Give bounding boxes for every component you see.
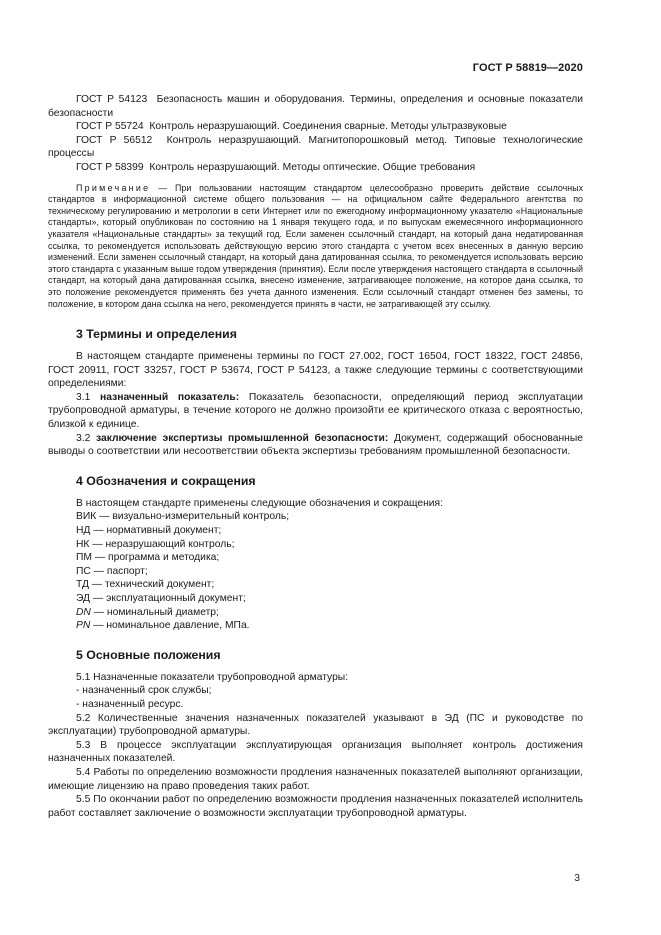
abbreviation-item — [48, 524, 583, 538]
abbreviation-item — [48, 592, 583, 606]
abbreviation-item — [48, 606, 583, 620]
reference-title: Контроль неразрушающий. Магнитопорошковый метод. Типовые технологические процессы — [48, 134, 583, 160]
note-label: Примечание — [76, 182, 151, 193]
section-4-heading: 4 Обозначения и сокращения — [76, 473, 256, 488]
abbreviation-item — [48, 565, 583, 579]
reference-code: ГОСТ Р 55724 — [76, 121, 144, 133]
reference-item — [48, 161, 583, 175]
section-3-intro: В настоящем стандарте применены термины по ГОСТ 27.002, ГОСТ 16504, ГОСТ 18322, ГОСТ 24856, ГОСТ 20911, ГОСТ 33257, ГОСТ Р 53674, ГОСТ Р 54123, а также следующие термины с соответствующими определениями: — [48, 351, 583, 390]
clause-5-4: 5.4 Работы по определению возможности продления назначенных показателей выполняют организации, имеющие лицензию на право проведения таких работ. — [48, 766, 583, 792]
clause-5-1-item: - назначенный срок службы; — [76, 685, 212, 697]
reference-code: ГОСТ Р 58399 — [76, 161, 144, 173]
abbreviation: ЭД — [76, 593, 91, 604]
reference-title: Контроль неразрушающий. Соединения сварные. Методы ультразвуковые — [149, 121, 507, 133]
note-paragraph — [48, 183, 583, 311]
abbreviation-meaning: — номинальное давление, МПа. — [93, 620, 250, 632]
abbreviation: ВИК — [76, 511, 97, 523]
page-number: 3 — [574, 873, 580, 884]
reference-item — [48, 93, 583, 120]
clause-5-1-item: - назначенный ресурс. — [76, 698, 184, 710]
reference-code: ГОСТ Р 54123 — [76, 94, 148, 105]
abbreviation-item — [48, 551, 583, 565]
clause-5-3: 5.3 В процессе эксплуатации эксплуатирующая организация выполняет контроль достижения назначенных показателей. — [48, 739, 583, 765]
clause-5-2: 5.2 Количественные значения назначенных показателей указывают в ЭД (ПС и руководстве по эксплуатации) трубопроводной арматуры. — [48, 712, 583, 738]
clause-5-5: 5.5 По окончании работ по определению возможности продления назначенных показателей исполнитель работ составляет заключение о возможности эксплуатации трубопроводной арматуры. — [48, 794, 583, 819]
abbreviation: НК — [76, 538, 90, 550]
abbreviations-intro: В настоящем стандарте применены следующие обозначения и сокращения: — [76, 497, 443, 509]
term-number: 3.1 — [76, 391, 91, 403]
abbreviation: DN — [76, 606, 91, 618]
document-code-header: ГОСТ Р 58819—2020 — [472, 62, 583, 74]
abbreviation-item — [48, 619, 583, 633]
abbreviation: ПМ — [76, 552, 92, 564]
abbreviation: ТД — [76, 579, 89, 591]
abbreviation-meaning: — эксплуатационный документ; — [92, 593, 246, 604]
section-3-heading: 3 Термины и определения — [76, 327, 237, 342]
page-content — [48, 93, 583, 820]
section-5-list — [48, 671, 583, 712]
abbreviation-meaning: — визуально-измерительный контроль; — [99, 511, 290, 523]
term-definition — [48, 391, 583, 432]
term-number: 3.2 — [76, 432, 91, 444]
term-definition — [48, 432, 583, 459]
note-text: — При пользовании настоящим стандартом целесообразно проверить действие ссылочных стандартов в информационной системе общего пользования — на официальном сайте Федерального агентства по техническому регулированию и метрологии в сети Интернет или по ежегодному информационному указателю «Национальные стандарты», который опубликован по состоянию на 1 января текущего года, и по выпускам ежемесячного информационного указателя «Национальные стандарты» за текущий год. Если заменен ссылочный стандарт, на который дана недатированная ссылка, то рекомендуется использовать действующую версию этого стандарта с учетом всех внесенных в данную версию изменений. Если заменен ссылочный стандарт, на который дана датированная ссылка, то рекомендуется использовать версию этого стандарта с указанным выше годом утверждения (принятия). Если после утверждения настоящего стандарта в ссылочный стандарт, на который дана датированная ссылка, внесено изменение, затрагивающее положение, на которое дана ссылка, то это положение рекомендуется применять без учета данного изменения. Если ссылочный стандарт отменен без замены, то положение, в котором дана ссылка на него, рекомендуется принять в части, не затрагивающей эту ссылку. — [48, 182, 584, 309]
reference-title: Контроль неразрушающий. Методы оптические. Общие требования — [149, 161, 476, 173]
abbreviation-meaning: — технический документ; — [91, 579, 215, 591]
abbreviation-meaning: — номинальный диаметр; — [93, 606, 219, 618]
term-text: Документ, содержащий обоснованные выводы о соответствии или несоответствии объекта экспертизы требованиям промышленной безопасности. — [48, 432, 583, 458]
term-name: назначенный показатель: — [100, 391, 240, 403]
abbreviation: НД — [76, 525, 91, 537]
term-text: Показатель безопасности, определяющий период эксплуатации трубопроводной арматуры, в течение которого не должно произойти ее критического отказа с вероятностью, близкой к единице. — [48, 391, 583, 431]
abbreviation-meaning: — нормативный документ; — [93, 525, 222, 537]
reference-item — [48, 134, 583, 161]
abbreviation-meaning: — неразрушающий контроль; — [92, 538, 235, 550]
abbreviation-item — [48, 510, 583, 524]
abbreviation-item — [48, 538, 583, 552]
clause-5-1: 5.1 Назначенные показатели трубопроводной арматуры: — [76, 671, 349, 683]
abbreviation-meaning: — программа и методика; — [94, 552, 220, 564]
abbreviation: ПС — [76, 565, 91, 577]
abbreviation: PN — [76, 620, 91, 632]
abbreviations-list — [48, 497, 583, 633]
abbreviation-item — [48, 578, 583, 592]
reference-title: Безопасность машин и оборудования. Термины, определения и основные показатели безопасности — [48, 94, 583, 119]
reference-item — [48, 120, 583, 134]
reference-code: ГОСТ Р 56512 — [76, 134, 153, 146]
normative-references-list — [48, 93, 583, 175]
term-name: заключение экспертизы промышленной безопасности: — [95, 432, 389, 444]
abbreviation-meaning: — паспорт; — [93, 565, 148, 577]
section-5-heading: 5 Основные положения — [76, 647, 221, 662]
